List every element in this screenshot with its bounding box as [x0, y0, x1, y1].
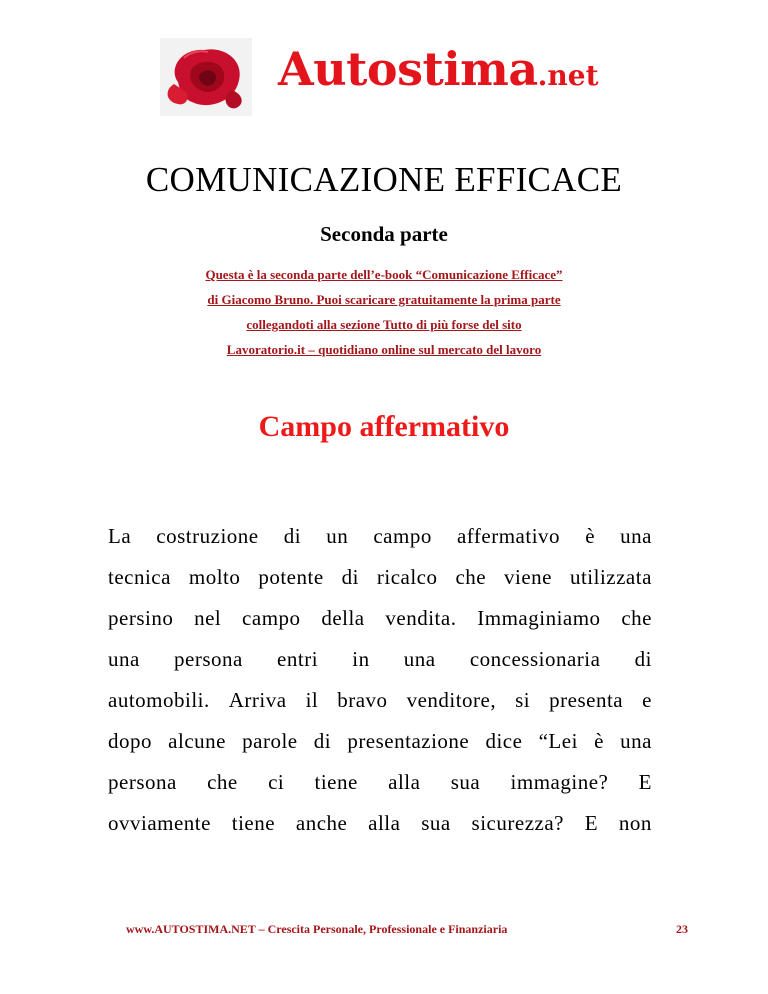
body-word: sicurezza? [471, 811, 564, 835]
body-word: sua [450, 770, 481, 794]
body-word: ovviamente [108, 811, 211, 835]
body-word: E [584, 811, 599, 835]
body-word: un [326, 524, 349, 548]
body-word: una [403, 647, 436, 671]
body-word: una [620, 729, 652, 753]
body-word: viene [504, 565, 553, 589]
body-word: persino [108, 606, 174, 630]
body-word: di [283, 524, 302, 548]
body-word: concessionaria [469, 647, 601, 671]
body-word: potente [258, 565, 324, 589]
body-word: di [313, 729, 332, 753]
body-word: persona [174, 647, 243, 671]
body-word: Immaginiamo [477, 606, 601, 630]
body-word: alla [368, 811, 401, 835]
body-word: campo [242, 606, 301, 630]
site-logo [160, 38, 620, 116]
body-word: “Lei [538, 729, 578, 753]
section-heading: Campo affermativo [258, 410, 510, 443]
body-word: il [305, 688, 319, 712]
body-word: non [618, 811, 652, 835]
intro-link-line-3[interactable]: collegandoti alla sezione Tutto di più forse del sito [246, 317, 522, 332]
body-word: nel [194, 606, 222, 630]
body-word: campo [373, 524, 432, 548]
body-word: in [352, 647, 370, 671]
body-line [108, 516, 652, 557]
intro-link-line-1[interactable]: Questa è la seconda parte dell’e-book “Comunicazione Efficace” [205, 267, 563, 282]
body-word: presenta [549, 688, 624, 712]
body-word: parole [242, 729, 298, 753]
body-word: tiene [231, 811, 276, 835]
body-line [108, 557, 652, 598]
body-word: tiene [314, 770, 358, 794]
body-word: presentazione [347, 729, 470, 753]
body-word: utilizzata [569, 565, 652, 589]
body-line [108, 598, 652, 639]
body-word: dice [485, 729, 523, 753]
body-paragraph [108, 516, 652, 844]
body-word: una [620, 524, 652, 548]
body-word: entri [277, 647, 319, 671]
body-word: automobili. [108, 688, 210, 712]
footer-site-link[interactable]: www.AUTOSTIMA.NET – Crescita Personale, Professionale e Finanziaria [126, 922, 508, 936]
subtitle: Seconda parte [320, 222, 448, 246]
intro-note [0, 262, 768, 362]
brand-name: Autostima [278, 42, 538, 96]
body-word: che [621, 606, 652, 630]
body-word: venditore, [406, 688, 497, 712]
intro-link-line-4[interactable]: Lavoratorio.it – quotidiano online sul mercato del lavoro [226, 342, 542, 357]
body-word: che [455, 565, 487, 589]
body-word: immagine? [510, 770, 609, 794]
body-word: alcune [168, 729, 226, 753]
body-word: alla [388, 770, 421, 794]
body-word: persona [108, 770, 177, 794]
body-word: una [108, 647, 140, 671]
body-word: tecnica [108, 565, 171, 589]
body-word: ricalco [376, 565, 438, 589]
body-word: e [642, 688, 652, 712]
body-word: E [638, 770, 652, 794]
body-line [108, 639, 652, 680]
page-number: 23 [676, 922, 688, 936]
body-word: è [585, 524, 596, 548]
body-word: si [515, 688, 531, 712]
logo-wordmark [278, 42, 599, 96]
body-line [108, 680, 652, 721]
intro-link-line-2[interactable]: di Giacomo Bruno. Puoi scaricare gratuitamente la prima parte [207, 292, 561, 307]
body-word: di [634, 647, 652, 671]
body-word: vendita. [385, 606, 457, 630]
body-word: di [341, 565, 359, 589]
body-word: sua [421, 811, 451, 835]
body-word: della [321, 606, 365, 630]
body-word: ci [268, 770, 285, 794]
body-word: anche [295, 811, 348, 835]
red-rose-icon [160, 38, 252, 116]
body-word: molto [188, 565, 241, 589]
body-word: costruzione [156, 524, 259, 548]
brand-domain: .net [537, 59, 599, 92]
body-line [108, 762, 652, 803]
body-word: bravo [337, 688, 388, 712]
body-word: che [207, 770, 238, 794]
page-title: COMUNICAZIONE EFFICACE [145, 160, 623, 199]
body-word: è [594, 729, 604, 753]
body-word: affermativo [456, 524, 561, 548]
body-line [108, 803, 652, 844]
body-word: Arriva [228, 688, 287, 712]
body-word: La [108, 524, 132, 548]
body-word: dopo [108, 729, 152, 753]
body-line [108, 721, 652, 762]
